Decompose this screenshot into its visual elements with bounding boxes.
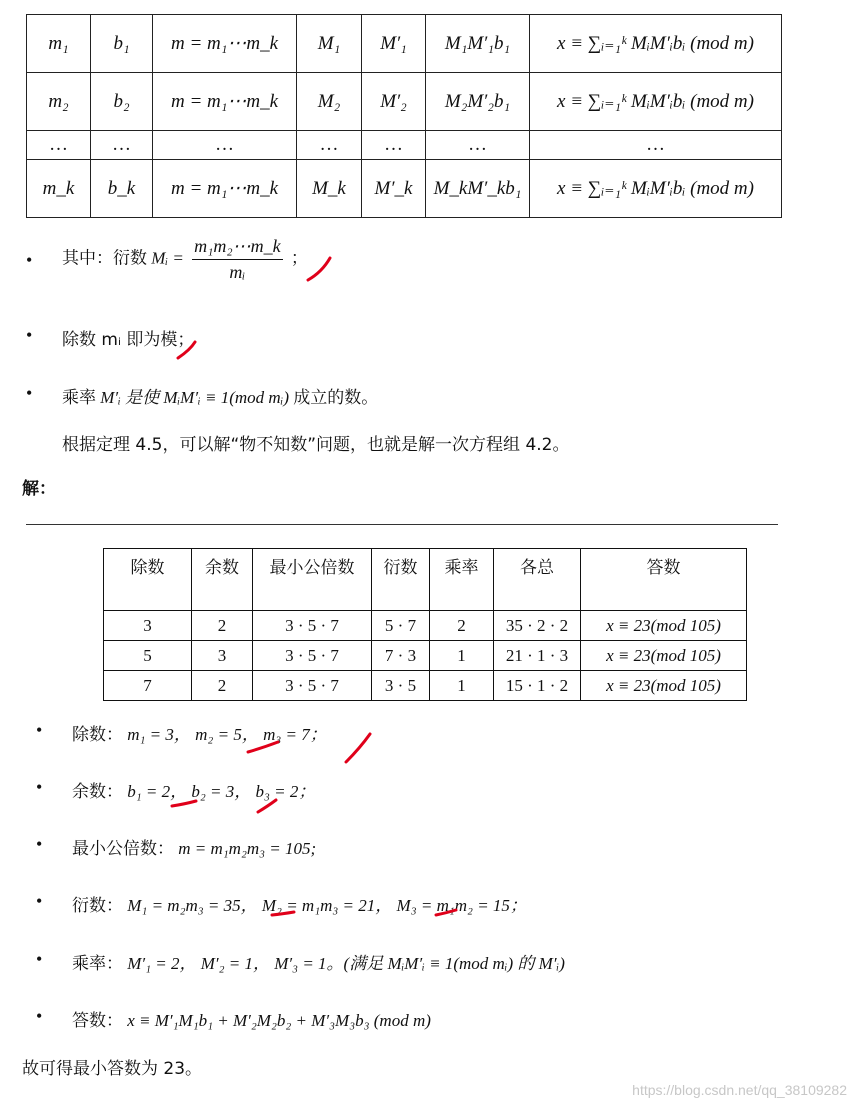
cell-remainder: 3 (192, 641, 253, 671)
formula: b₁ = 2， b₂ = 3， b₃ = 2； (127, 782, 316, 801)
bullet-text (72, 720, 327, 745)
bullet-text (72, 834, 316, 859)
table-row (27, 160, 782, 218)
bullet-dot: • (36, 891, 43, 911)
cell-derived: 5 · 7 (372, 611, 430, 641)
cell-divisor: 5 (104, 641, 192, 671)
cell-answer: x ≡ 23(mod 105) (581, 671, 747, 701)
cell-divisor: 3 (104, 611, 192, 641)
bullet-text (72, 777, 315, 802)
cell-m: … (27, 131, 91, 160)
cell-Mprime: M′₁ (362, 15, 426, 73)
label-text: 其中：衍数 (62, 248, 147, 269)
cell-mprod: m = m₁⋯m_k (153, 73, 297, 131)
bullet-text (62, 383, 378, 408)
formula: m = m₁m₂m₃ = 105; (178, 839, 317, 858)
fraction-numerator: m₁m₂⋯m_k (192, 236, 283, 260)
cell-b: … (91, 131, 153, 160)
cell-derived: 7 · 3 (372, 641, 430, 671)
cell-m: m₂ (27, 73, 91, 131)
table-row (104, 641, 747, 671)
cell-total: 15 · 1 · 2 (494, 671, 581, 701)
label-text: 衍数： (72, 896, 123, 916)
cell-M: … (297, 131, 362, 160)
cell-m: m₁ (27, 15, 91, 73)
cell-lcm: 3 · 5 · 7 (253, 671, 372, 701)
fraction (192, 236, 283, 283)
cell-answer: x ≡ 23(mod 105) (581, 641, 747, 671)
cell-Mprime: … (362, 131, 426, 160)
cell-MMb: M₁M′₁b₁ (426, 15, 530, 73)
cell-mprod: m = m₁⋯m_k (153, 15, 297, 73)
theorem-paragraph: 根据定理 4.5，可以解“物不知数”问题，也就是解一次方程组 4.2。 (62, 435, 570, 455)
table-row (104, 611, 747, 641)
cell-multiplier: 1 (430, 671, 494, 701)
cell-M: M_k (297, 160, 362, 218)
cell-b: b_k (91, 160, 153, 218)
label-text: 成立的数。 (293, 388, 379, 408)
cell-remainder: 2 (192, 671, 253, 701)
label-text: 最小公倍数： (72, 839, 174, 859)
header-lcm: 最小公倍数 (253, 549, 372, 611)
horizontal-rule (26, 524, 778, 525)
bullet-text (72, 891, 527, 916)
cell-total: 35 · 2 · 2 (494, 611, 581, 641)
bullet-text (72, 949, 565, 974)
table-row (27, 131, 782, 160)
bullet-dot: • (36, 834, 43, 854)
solution-label: 解： (22, 479, 56, 499)
cell-x: x ≡ ∑ᵢ₌₁ᵏ MᵢM′ᵢbᵢ (mod m) (530, 73, 782, 131)
header-answer: 答数 (581, 549, 747, 611)
bullet-text (72, 1006, 431, 1031)
cell-x: … (530, 131, 782, 160)
bullet-dot: • (26, 250, 33, 270)
punctuation: ； (290, 248, 308, 269)
header-divisor: 除数 (104, 549, 192, 611)
bullet-dot: • (36, 720, 43, 740)
formula: M′ᵢ 是使 MᵢM′ᵢ ≡ 1(mod mᵢ) (100, 388, 290, 407)
bullet-dot: • (36, 949, 43, 969)
cell-answer: x ≡ 23(mod 105) (581, 611, 747, 641)
bullet-text (62, 236, 308, 283)
formula: m₁ = 3， m₂ = 5， m₃ = 7； (127, 725, 327, 744)
formula-lhs: Mᵢ = (151, 248, 184, 268)
formula: M′₁ = 2， M′₂ = 1， M′₃ = 1。(满足 MᵢM′ᵢ ≡ 1(mod mᵢ) 的 M′ᵢ) (127, 954, 565, 973)
cell-MMb: M₂M′₂b₁ (426, 73, 530, 131)
bullet-dot: • (36, 1006, 43, 1026)
cell-remainder: 2 (192, 611, 253, 641)
fraction-denominator: mᵢ (229, 262, 246, 282)
header-multiplier: 乘率 (430, 549, 494, 611)
label-text: 乘率： (72, 954, 123, 974)
cell-b: b₁ (91, 15, 153, 73)
cell-mprod: … (153, 131, 297, 160)
cell-total: 21 · 1 · 3 (494, 641, 581, 671)
header-derived: 衍数 (372, 549, 430, 611)
bullet-text: 除数 mᵢ 即为模； (62, 330, 195, 350)
cell-MMb: M_kM′_kb₁ (426, 160, 530, 218)
conclusion-text: 故可得最小答数为 23。 (22, 1059, 203, 1079)
cell-M: M₂ (297, 73, 362, 131)
header-remainder: 余数 (192, 549, 253, 611)
annotation-stroke (346, 734, 370, 762)
cell-b: b₂ (91, 73, 153, 131)
cell-lcm: 3 · 5 · 7 (253, 611, 372, 641)
cell-derived: 3 · 5 (372, 671, 430, 701)
cell-x: x ≡ ∑ᵢ₌₁ᵏ MᵢM′ᵢbᵢ (mod m) (530, 160, 782, 218)
solution-table (103, 548, 747, 701)
general-formula-table (26, 14, 782, 218)
cell-Mprime: M′_k (362, 160, 426, 218)
cell-m: m_k (27, 160, 91, 218)
cell-divisor: 7 (104, 671, 192, 701)
annotation-stroke (308, 258, 330, 280)
formula: x ≡ M′₁M₁b₁ + M′₂M₂b₂ + M′₃M₃b₃ (mod m) (127, 1011, 431, 1030)
cell-M: M₁ (297, 15, 362, 73)
table-row (27, 15, 782, 73)
cell-multiplier: 1 (430, 641, 494, 671)
cell-MMb: … (426, 131, 530, 160)
watermark: https://blog.csdn.net/qq_38109282 (632, 1082, 847, 1098)
table-row (104, 671, 747, 701)
label-text: 答数： (72, 1011, 123, 1031)
label-text: 乘率 (62, 388, 96, 408)
cell-Mprime: M′₂ (362, 73, 426, 131)
label-text: 余数： (72, 782, 123, 802)
label-text: 除数： (72, 725, 123, 745)
bullet-dot: • (36, 777, 43, 797)
cell-x: x ≡ ∑ᵢ₌₁ᵏ MᵢM′ᵢbᵢ (mod m) (530, 15, 782, 73)
bullet-dot: • (26, 383, 33, 403)
cell-mprod: m = m₁⋯m_k (153, 160, 297, 218)
cell-lcm: 3 · 5 · 7 (253, 641, 372, 671)
cell-multiplier: 2 (430, 611, 494, 641)
bullet-dot: • (26, 325, 33, 345)
header-total: 各总 (494, 549, 581, 611)
table-row (27, 73, 782, 131)
table-header-row (104, 549, 747, 611)
formula: M₁ = m₂m₃ = 35， M₂ = m₁m₃ = 21， M₃ = m₁m₂ = 15； (127, 896, 527, 915)
